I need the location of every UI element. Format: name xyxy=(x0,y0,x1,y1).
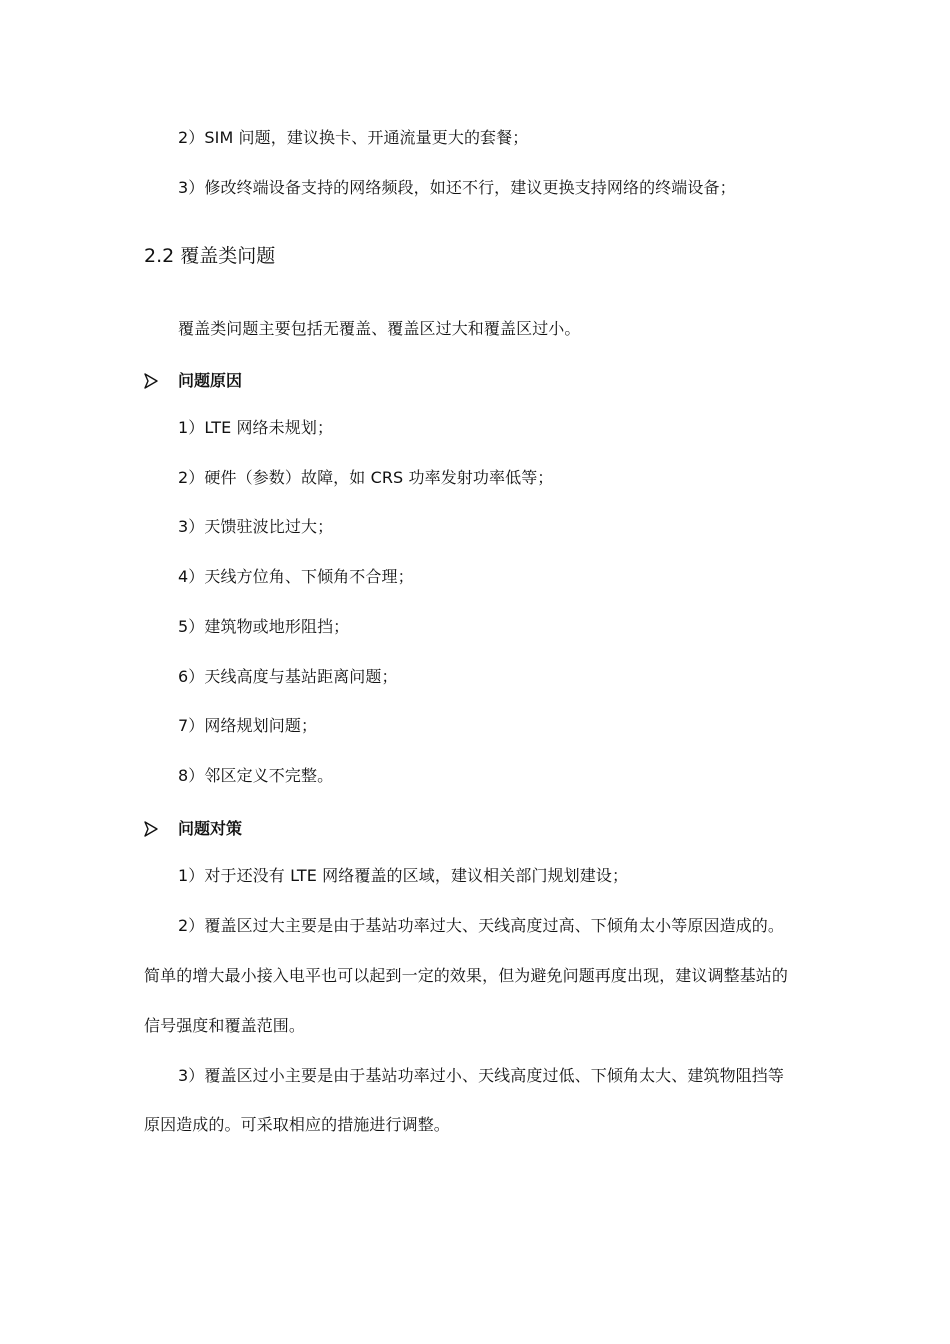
measure-item-1: 1）对于还没有 LTE 网络覆盖的区域，建议相关部门规划建设； xyxy=(178,866,629,885)
measure-item-2-line-1: 2）覆盖区过大主要是由于基站功率过大、天线高度过高、下倾角太小等原因造成的。 xyxy=(178,916,784,935)
section-heading: 2.2 覆盖类问题 xyxy=(144,245,276,267)
measure-item-2-line-3: 信号强度和覆盖范围。 xyxy=(144,1016,306,1035)
causes-title: 问题原因 xyxy=(178,371,243,390)
measure-item-2-line-2: 简单的增大最小接入电平也可以起到一定的效果，但为避免问题再度出现，建议调整基站的 xyxy=(144,966,789,985)
list-item: 3）天馈驻波比过大； xyxy=(178,517,334,536)
measure-item-3-line-2: 原因造成的。可采取相应的措施进行调整。 xyxy=(144,1115,450,1134)
list-item: 2）硬件（参数）故障，如 CRS 功率发射功率低等； xyxy=(178,468,554,487)
list-item: 5）建筑物或地形阻挡； xyxy=(178,617,350,636)
measures-title: 问题对策 xyxy=(178,819,243,838)
list-item: 4）天线方位角、下倾角不合理； xyxy=(178,567,414,586)
list-item: 6）天线高度与基站距离问题； xyxy=(178,667,398,686)
paragraph-frequency-band: 3）修改终端设备支持的网络频段，如还不行，建议更换支持网络的终端设备； xyxy=(178,178,736,197)
list-item: 1）LTE 网络未规划； xyxy=(178,418,334,437)
list-item: 8）邻区定义不完整。 xyxy=(178,766,334,785)
list-item: 7）网络规划问题； xyxy=(178,716,318,735)
arrow-bullet-icon xyxy=(144,821,158,837)
arrow-bullet-icon xyxy=(144,373,158,389)
paragraph-sim-issue: 2）SIM 问题，建议换卡、开通流量更大的套餐； xyxy=(178,128,529,147)
intro-paragraph: 覆盖类问题主要包括无覆盖、覆盖区过大和覆盖区过小。 xyxy=(178,319,581,338)
measure-item-3-line-1: 3）覆盖区过小主要是由于基站功率过小、天线高度过低、下倾角太大、建筑物阻挡等 xyxy=(178,1066,784,1085)
